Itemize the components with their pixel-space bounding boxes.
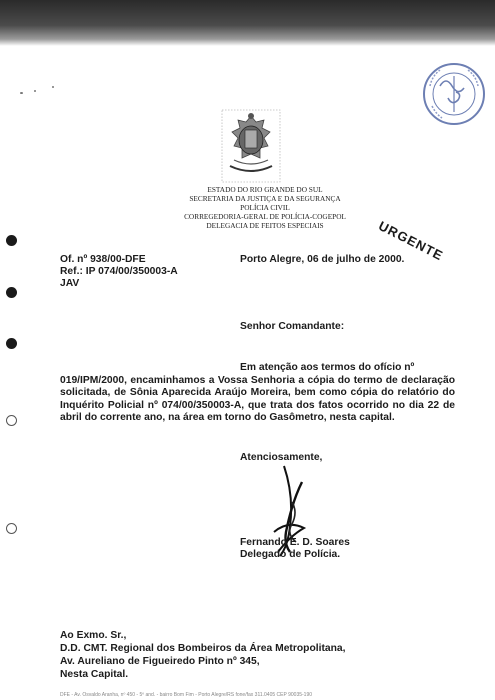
scan-speck bbox=[52, 86, 54, 88]
body-paragraph: 019/IPM/2000, encaminhamos a Vossa Senhoria a cópia do termo de declaração solicitada, de Sônia Aparecida Araújo Moreira, bem como cópia do relatório do Inquérito Policial nº 074/00/350003-A, que trata dos fatos ocorrido no dia 22 de abril do corrente ano, na área em torno do Gasômetro, nesta capital. bbox=[60, 375, 455, 423]
letterhead-secretariat: SECRETARIA DA JUSTIÇA E DA SEGURANÇA bbox=[189, 194, 341, 203]
salutation: Senhor Comandante: bbox=[240, 321, 345, 332]
place-and-date: Porto Alegre, 06 de julho de 2000. bbox=[240, 254, 405, 265]
reference-number: Ref.: IP 074/00/350003-A bbox=[60, 266, 178, 277]
coat-of-arms-emblem bbox=[220, 108, 282, 184]
signatory-title: Delegado de Polícia. bbox=[240, 549, 341, 560]
punch-hole bbox=[6, 338, 17, 349]
punch-hole bbox=[6, 523, 17, 534]
letterhead bbox=[140, 185, 390, 230]
author-initials: JAV bbox=[60, 278, 80, 289]
footer-address bbox=[0, 690, 495, 700]
letterhead-corregedoria: CORREGEDORIA-GERAL DE POLÍCIA-COGEPOL bbox=[184, 212, 346, 221]
addressee-recipient: D.D. CMT. Regional dos Bombeiros da Área Metropolitana, bbox=[60, 643, 346, 654]
punch-hole bbox=[6, 235, 17, 246]
punch-hole bbox=[6, 415, 17, 426]
urgent-stamp: URGENTE bbox=[376, 218, 446, 264]
addressee-greeting: Ao Exmo. Sr., bbox=[60, 630, 127, 641]
addressee-city: Nesta Capital. bbox=[60, 669, 129, 680]
scan-speck bbox=[34, 90, 36, 92]
punch-hole bbox=[6, 287, 17, 298]
body-first-line: Em atenção aos termos do ofício nº bbox=[240, 362, 415, 373]
official-seal-stamp bbox=[418, 58, 490, 130]
letterhead-police: POLÍCIA CIVIL bbox=[240, 203, 290, 212]
footer-text: DFE - Av. Osvaldo Aranha, nº 450 - 5º and. - bairro Bom Fim - Porto Alegre/RS fone/fax 311.0405 CEP 90035-190 bbox=[60, 692, 313, 698]
addressee-street: Av. Aureliano de Figueiredo Pinto nº 345, bbox=[60, 656, 260, 667]
scan-top-border bbox=[0, 0, 495, 46]
letterhead-delegacia: DELEGACIA DE FEITOS ESPECIAIS bbox=[206, 221, 324, 230]
oficio-number: Of. nº 938/00-DFE bbox=[60, 254, 146, 265]
letterhead-state: ESTADO DO RIO GRANDE DO SUL bbox=[207, 185, 323, 194]
signatory-name: Fernando E. D. Soares bbox=[240, 537, 350, 548]
closing: Atenciosamente, bbox=[240, 452, 323, 463]
scan-speck bbox=[20, 92, 23, 94]
